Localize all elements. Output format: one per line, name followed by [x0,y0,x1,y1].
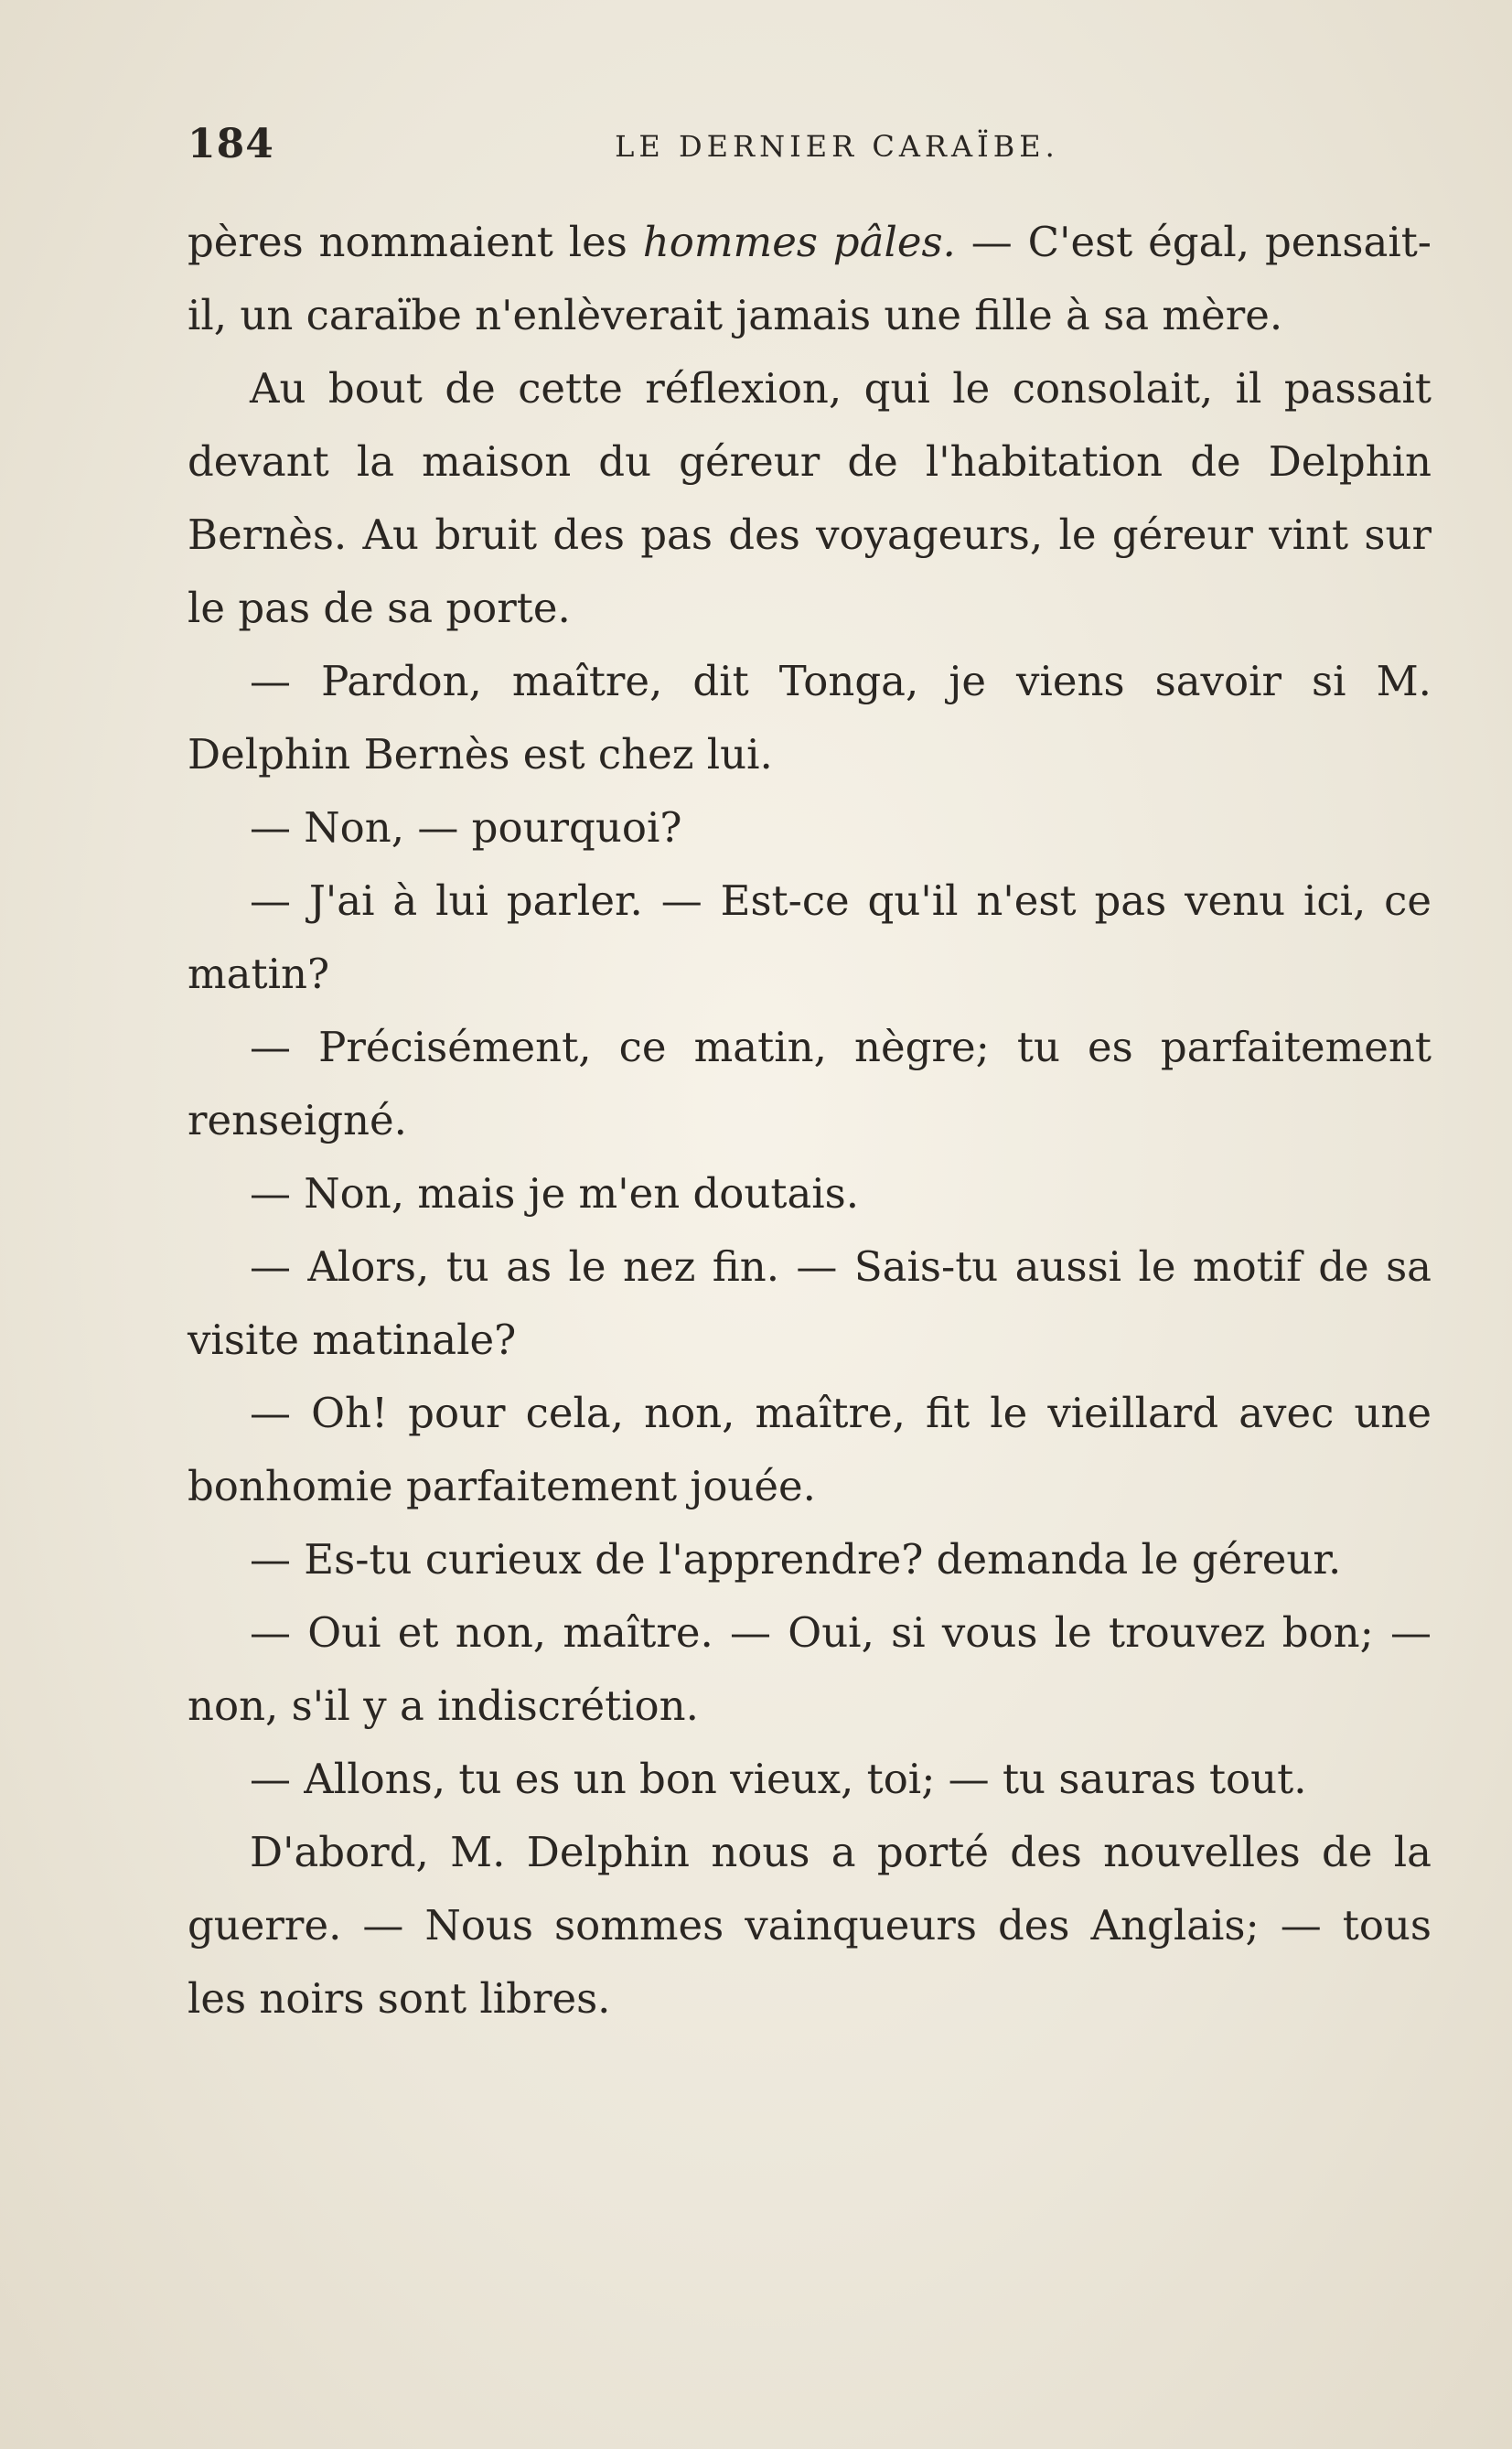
paragraph: Au bout de cette réflexion, qui le consolait, il passait devant la maison du géreur de l'habitation de Delphin Bernès. Au bruit des pas des voyageurs, le géreur vint sur le pas de sa porte. [188,364,1432,632]
dialogue-line: — Non, mais je m'en doutais. [250,1169,860,1218]
dialogue-line: — Allons, tu es un bon vieux, toi; — tu sauras tout. [250,1755,1307,1803]
dialogue-line: — Oh! pour cela, non, maître, fit le vieillard avec une bonhomie parfaitement jouée. [188,1389,1432,1510]
paragraph-continuation [188,206,1432,352]
dialogue-line: — Es-tu curieux de l'apprendre? demanda le géreur. [250,1535,1342,1584]
body-text [188,206,1432,2035]
paragraph-text: — C'est égal, pensait-il, un caraïbe n'enlèverait jamais une fille à sa mère. [188,218,1432,339]
dialogue-line: — Précisément, ce matin, nègre; tu es parfaitement renseigné. [188,1023,1432,1144]
dialogue-line: — Non, — pourquoi? [250,803,682,852]
running-title: LE DERNIER CARAÏBE. [615,129,1059,164]
running-head [188,117,1432,172]
page-number: 184 [188,121,274,167]
dialogue-line: — Pardon, maître, dit Tonga, je viens savoir si M. Delphin Bernès est chez lui. [188,657,1432,779]
dialogue-line: — J'ai à lui parler. — Est-ce qu'il n'est pas venu ici, ce matin? [188,876,1432,998]
italic-phrase: hommes pâles. [642,218,956,266]
paragraph-text: pères nommaient les [188,218,643,266]
dialogue-line: — Oui et non, maître. — Oui, si vous le trouvez bon; — non, s'il y a indiscrétion. [188,1608,1432,1730]
dialogue-line: — Alors, tu as le nez fin. — Sais-tu aussi le motif de sa visite matinale? [188,1242,1432,1364]
paragraph: D'abord, M. Delphin nous a porté des nouvelles de la guerre. — Nous sommes vainqueurs des Anglais; — tous les noirs sont libres. [188,1828,1432,2023]
